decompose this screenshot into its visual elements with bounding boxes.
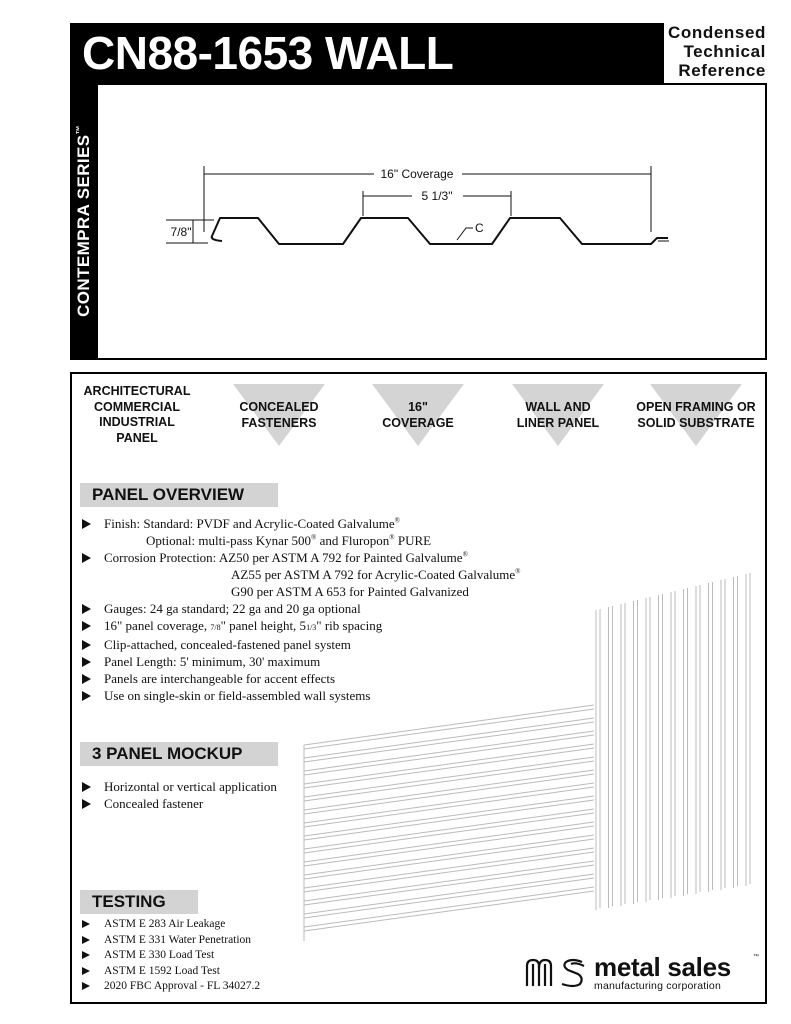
list-item: Finish: Standard: PVDF and Acrylic-Coated Galvalume® Optional: multi-pass Kynar 500® and Fluropon® PURE bbox=[82, 515, 520, 549]
horizontal-panel-mockup-drawing bbox=[298, 700, 598, 945]
reference-line-2: Technical bbox=[683, 42, 766, 61]
panel-overview-list bbox=[82, 515, 520, 704]
ms-monogram-icon bbox=[524, 954, 590, 990]
list-item: ASTM E 330 Load Test bbox=[82, 948, 260, 964]
bullet-arrow-icon bbox=[82, 920, 90, 928]
list-item: Horizontal or vertical application bbox=[82, 778, 277, 795]
clip-label: C bbox=[475, 221, 484, 235]
reference-line-3: Reference bbox=[678, 61, 766, 80]
list-item: ASTM E 283 Air Leakage bbox=[82, 917, 260, 933]
list-item: ASTM E 331 Water Penetration bbox=[82, 933, 260, 949]
testing-list bbox=[82, 917, 260, 995]
bullet-arrow-icon bbox=[82, 657, 91, 667]
logo-name: metal sales bbox=[594, 952, 731, 982]
bullet-arrow-icon bbox=[82, 936, 90, 944]
feature-concealed-fasteners: CONCEALED FASTENERS bbox=[239, 400, 319, 430]
list-item: Clip-attached, concealed-fastened panel system bbox=[82, 636, 520, 653]
series-name: CONTEMPRA SERIES™ bbox=[74, 125, 93, 317]
vertical-panel-mockup-drawing bbox=[590, 570, 762, 915]
testing-heading: TESTING bbox=[80, 890, 198, 914]
list-item: ASTM E 1592 Load Test bbox=[82, 964, 260, 980]
list-item: Corrosion Protection: AZ50 per ASTM A 792 for Painted Galvalume® AZ55 per ASTM A 792 for Acrylic-Coated Galvalume® G90 per ASTM A 653 for Painted Galvanized bbox=[82, 549, 520, 600]
panel-profile-drawing bbox=[98, 85, 765, 357]
list-item: 2020 FBC Approval - FL 34027.2 bbox=[82, 979, 260, 995]
list-item: Panel Length: 5' minimum, 30' maximum bbox=[82, 653, 520, 670]
bullet-arrow-icon bbox=[82, 621, 91, 631]
coverage-label: 16" Coverage bbox=[380, 167, 454, 181]
logo-subtitle: manufacturing corporation bbox=[594, 980, 721, 992]
bullet-arrow-icon bbox=[82, 951, 90, 959]
bullet-arrow-icon bbox=[82, 604, 91, 614]
bullet-arrow-icon bbox=[82, 553, 91, 563]
bullet-arrow-icon bbox=[82, 982, 90, 990]
metal-sales-logo bbox=[524, 952, 760, 992]
bullet-arrow-icon bbox=[82, 691, 91, 701]
bullet-arrow-icon bbox=[82, 782, 91, 792]
reference-line-1: Condensed bbox=[668, 23, 766, 42]
height-label: 7/8" bbox=[170, 225, 192, 239]
page-title: CN88-1653 WALL bbox=[82, 27, 454, 79]
list-item: 16" panel coverage, 7/8" panel height, 51/3" rib spacing bbox=[82, 617, 520, 636]
rib-spacing-label: 5 1/3" bbox=[421, 189, 453, 203]
list-item: Gauges: 24 ga standard; 22 ga and 20 ga optional bbox=[82, 600, 520, 617]
panel-mockup-heading: 3 PANEL MOCKUP bbox=[80, 742, 278, 766]
feature-coverage: 16" COVERAGE bbox=[382, 400, 454, 430]
list-item: Use on single-skin or field-assembled wall systems bbox=[82, 687, 520, 704]
list-item: Panels are interchangeable for accent effects bbox=[82, 670, 520, 687]
feature-architectural: ARCHITECTURAL COMMERCIAL INDUSTRIAL PANEL bbox=[83, 384, 191, 445]
bullet-arrow-icon bbox=[82, 519, 91, 529]
list-item: Concealed fastener bbox=[82, 795, 277, 812]
bullet-arrow-icon bbox=[82, 799, 91, 809]
bullet-arrow-icon bbox=[82, 674, 91, 684]
panel-overview-heading: PANEL OVERVIEW bbox=[80, 483, 278, 507]
bullet-arrow-icon bbox=[82, 640, 91, 650]
panel-mockup-list bbox=[82, 778, 277, 812]
logo-trademark: ™ bbox=[753, 954, 759, 960]
title-bar bbox=[70, 23, 664, 83]
feature-wall-liner: WALL AND LINER PANEL bbox=[516, 400, 600, 430]
reference-label bbox=[664, 23, 768, 83]
bullet-arrow-icon bbox=[82, 967, 90, 975]
feature-framing: OPEN FRAMING OR SOLID SUBSTRATE bbox=[636, 400, 756, 430]
